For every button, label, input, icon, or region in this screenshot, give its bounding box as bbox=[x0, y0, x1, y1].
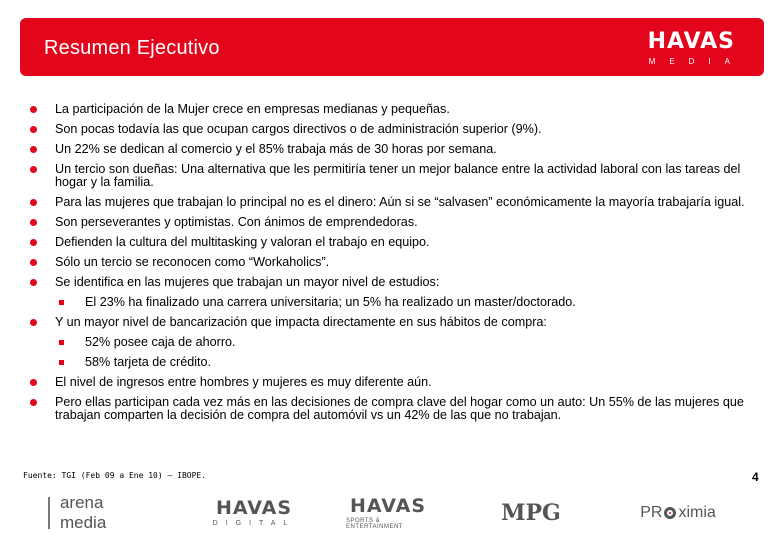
bullet-text: Para las mujeres que trabajan lo principal no es el dinero: Aún si se “salvasen” económicamente la mayoría trabajaría igual. bbox=[55, 195, 745, 209]
bullet-text: El nivel de ingresos entre hombres y mujeres es muy diferente aún. bbox=[55, 375, 432, 389]
bullet-text: Un tercio son dueñas: Una alternativa que les permitiría tener un mejor balance entre la actividad laboral con las tareas del hogar y la familia. bbox=[55, 162, 741, 189]
bullet-text: Se identifica en las mujeres que trabajan un mayor nivel de estudios: bbox=[55, 275, 440, 289]
bullet-item bbox=[30, 376, 758, 389]
sub-bullet-square-icon bbox=[59, 300, 64, 305]
sub-bullet-text: 52% posee caja de ahorro. bbox=[85, 335, 236, 349]
havas-digital-main: HAVAS bbox=[215, 497, 293, 519]
havas-sports-main: HAVAS bbox=[349, 494, 427, 517]
bullet-list bbox=[30, 103, 758, 429]
sub-bullet-item bbox=[55, 356, 758, 369]
havas-digital-logo bbox=[214, 496, 294, 530]
mpg-logo: MPG bbox=[501, 500, 561, 526]
havas-media-logo bbox=[639, 31, 744, 66]
brand-sub: MEDIA bbox=[648, 57, 744, 66]
arena-logo-text: arena media bbox=[59, 493, 107, 532]
bullet-item bbox=[30, 316, 758, 369]
sub-bullet-item bbox=[55, 336, 758, 349]
sub-bullet-item bbox=[55, 296, 758, 309]
proximia-post: ximia bbox=[678, 504, 716, 521]
havas-sports-sub: SPORTS & ENTERTAINMENT bbox=[346, 517, 403, 530]
bullet-text: Y un mayor nivel de bancarización que impacta directamente en sus hábitos de compra: bbox=[55, 315, 547, 329]
source-footnote: Fuente: TGI (Feb 09 a Ene 10) – IBOPE. bbox=[23, 471, 207, 480]
bullet-item bbox=[30, 396, 758, 422]
logo-divider bbox=[48, 497, 50, 529]
bullet-dot-icon bbox=[30, 319, 37, 326]
havas-digital-sub: DIGITAL bbox=[212, 520, 296, 527]
bullet-item bbox=[30, 143, 758, 156]
bullet-item bbox=[30, 123, 758, 136]
bullet-dot-icon bbox=[30, 239, 37, 246]
bullet-dot-icon bbox=[30, 379, 37, 386]
bullet-dot-icon bbox=[30, 146, 37, 153]
sub-bullet-square-icon bbox=[59, 360, 64, 365]
sub-bullet-list bbox=[55, 336, 758, 369]
arena-media-logo bbox=[48, 493, 153, 532]
bullet-text: La participación de la Mujer crece en empresas medianas y pequeñas. bbox=[55, 102, 450, 116]
bullet-item bbox=[30, 103, 758, 116]
bullet-dot-icon bbox=[30, 399, 37, 406]
page-title: Resumen Ejecutivo bbox=[44, 37, 220, 59]
bullet-text: Pero ellas participan cada vez más en las decisiones de compra clave del hogar como un auto: Un 55% de las mujeres que trabajan comparten la decisión de compra del automóvil vs un 42% de las que no trabajan. bbox=[55, 395, 744, 422]
bullet-item bbox=[30, 196, 758, 209]
bullet-dot-icon bbox=[30, 106, 37, 113]
proximia-logo bbox=[628, 496, 728, 530]
bullet-dot-icon bbox=[30, 126, 37, 133]
page-number: 4 bbox=[752, 470, 759, 484]
sub-bullet-square-icon bbox=[59, 340, 64, 345]
bullet-item bbox=[30, 256, 758, 269]
bullet-dot-icon bbox=[30, 199, 37, 206]
bullet-item bbox=[30, 236, 758, 249]
proximia-pre: PR bbox=[640, 504, 663, 521]
proximia-dot-icon bbox=[664, 507, 676, 519]
bullet-text: Sólo un tercio se reconocen como “Workaholics”. bbox=[55, 255, 330, 269]
bullet-item bbox=[30, 216, 758, 229]
bullet-text: Defienden la cultura del multitasking y valoran el trabajo en equipo. bbox=[55, 235, 430, 249]
bullet-dot-icon bbox=[30, 166, 37, 173]
header-banner bbox=[20, 18, 764, 76]
bullet-dot-icon bbox=[30, 259, 37, 266]
bullet-dot-icon bbox=[30, 219, 37, 226]
bullet-text: Son pocas todavía las que ocupan cargos directivos o de administración superior (9%). bbox=[55, 122, 542, 136]
bullet-text: Son perseverantes y optimistas. Con ánimos de emprendedoras. bbox=[55, 215, 418, 229]
brand-name: HAVAS bbox=[647, 29, 735, 54]
bullet-dot-icon bbox=[30, 279, 37, 286]
bullet-text: Un 22% se dedican al comercio y el 85% trabaja más de 30 horas por semana. bbox=[55, 142, 497, 156]
sub-bullet-text: El 23% ha finalizado una carrera universitaria; un 5% ha realizado un master/doctorado. bbox=[85, 295, 576, 309]
bullet-item bbox=[30, 276, 758, 309]
sub-bullet-list bbox=[55, 296, 758, 309]
bullet-item bbox=[30, 163, 758, 189]
havas-sports-logo bbox=[346, 496, 430, 530]
sub-bullet-text: 58% tarjeta de crédito. bbox=[85, 355, 212, 369]
